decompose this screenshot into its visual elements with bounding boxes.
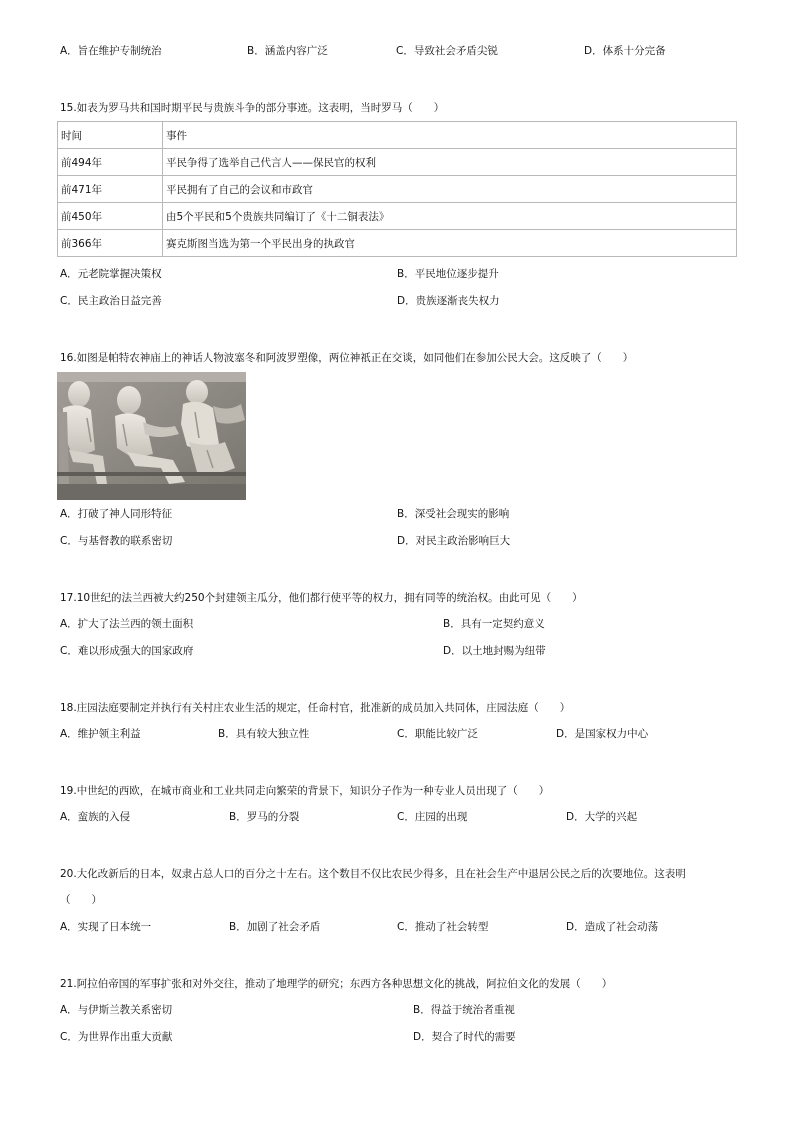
q14-option-c[interactable]: C．导致社会矛盾尖锐 (396, 45, 498, 57)
q21-option-d[interactable]: D．契合了时代的需要 (413, 1031, 516, 1043)
q19-option-a[interactable]: A．蛮族的入侵 (60, 811, 131, 823)
q16-option-b[interactable]: B．深受社会现实的影响 (397, 508, 510, 520)
q18-option-b[interactable]: B．具有较大独立性 (218, 728, 310, 740)
q20-option-a[interactable]: A．实现了日本统一 (60, 921, 152, 933)
table-cell-event: 赛克斯图当选为第一个平民出身的执政官 (163, 230, 737, 257)
table-cell-time: 前471年 (58, 176, 163, 203)
q15-stem: 15.如表为罗马共和国时期平民与贵族斗争的部分事迹。这表明，当时罗马（ ） (60, 102, 445, 114)
q17-option-d[interactable]: D．以土地封赐为纽带 (443, 645, 546, 657)
q15-option-a[interactable]: A．元老院掌握决策权 (60, 268, 162, 280)
q20-stem: 20.大化改新后的日本，奴隶占总人口的百分之十左右。这个数目不仅比农民少得多，且在社会生产中退居公民之后的次要地位。这表明 (60, 868, 686, 880)
q18-stem: 18.庄园法庭要制定并执行有关村庄农业生活的规定，任命村官，批准新的成员加入共同体，庄园法庭（ ） (60, 702, 571, 714)
q14-option-d[interactable]: D．体系十分完备 (584, 45, 666, 57)
q18-option-a[interactable]: A．维护领主利益 (60, 728, 141, 740)
q15-events-table (57, 121, 737, 257)
table-header-cell: 时间 (58, 122, 163, 149)
q20-option-c[interactable]: C．推动了社会转型 (397, 921, 489, 933)
q21-option-c[interactable]: C．为世界作出重大贡献 (60, 1031, 173, 1043)
table-cell-event: 由5个平民和5个贵族共同编订了《十二铜表法》 (163, 203, 737, 230)
q17-option-b[interactable]: B．具有一定契约意义 (443, 618, 545, 630)
q21-option-b[interactable]: B．得益于统治者重视 (413, 1004, 515, 1016)
table-header-row (58, 122, 737, 149)
table-cell-event: 平民拥有了自己的会议和市政官 (163, 176, 737, 203)
q20-option-b[interactable]: B．加剧了社会矛盾 (229, 921, 321, 933)
parthenon-relief-image (57, 372, 246, 500)
q17-option-c[interactable]: C．难以形成强大的国家政府 (60, 645, 194, 657)
q14-option-a[interactable]: A．旨在维护专制统治 (60, 45, 162, 57)
q21-option-a[interactable]: A．与伊斯兰教关系密切 (60, 1004, 173, 1016)
table-cell-time: 前494年 (58, 149, 163, 176)
q15-option-b[interactable]: B．平民地位逐步提升 (397, 268, 499, 280)
q16-option-c[interactable]: C．与基督教的联系密切 (60, 535, 173, 547)
table-cell-time: 前366年 (58, 230, 163, 257)
q19-option-d[interactable]: D．大学的兴起 (566, 811, 638, 823)
q15-option-d[interactable]: D．贵族逐渐丧失权力 (397, 295, 500, 307)
q18-option-d[interactable]: D．是国家权力中心 (556, 728, 649, 740)
table-row (58, 176, 737, 203)
q21-stem: 21.阿拉伯帝国的军事扩张和对外交往，推动了地理学的研究；东西方各种思想文化的挑战，阿拉伯文化的发展（ ） (60, 978, 613, 990)
q16-option-a[interactable]: A．打破了神人同形特征 (60, 508, 173, 520)
q20-stem-continuation: （ ） (60, 894, 102, 906)
table-cell-event: 平民争得了选举自己代言人——保民官的权利 (163, 149, 737, 176)
q15-option-c[interactable]: C．民主政治日益完善 (60, 295, 162, 307)
relief-sculpture-illustration (57, 372, 246, 500)
q17-option-a[interactable]: A．扩大了法兰西的领土面积 (60, 618, 194, 630)
q16-option-d[interactable]: D．对民主政治影响巨大 (397, 535, 511, 547)
table-header-cell: 事件 (163, 122, 737, 149)
table-row (58, 230, 737, 257)
table-row (58, 203, 737, 230)
q19-option-b[interactable]: B．罗马的分裂 (229, 811, 300, 823)
table-cell-time: 前450年 (58, 203, 163, 230)
q19-option-c[interactable]: C．庄园的出现 (397, 811, 468, 823)
q17-stem: 17.10世纪的法兰西被大约250个封建领主瓜分，他们都行使平等的权力，拥有同等的统治权。由此可见（ ） (60, 592, 583, 604)
q14-option-b[interactable]: B．涵盖内容广泛 (247, 45, 328, 57)
q19-stem: 19.中世纪的西欧，在城市商业和工业共同走向繁荣的背景下，知识分子作为一种专业人员出现了（ ） (60, 785, 550, 797)
table-row (58, 149, 737, 176)
q18-option-c[interactable]: C．职能比较广泛 (397, 728, 478, 740)
q16-stem: 16.如图是帕特农神庙上的神话人物波塞冬和阿波罗塑像，两位神祇正在交谈，如同他们在参加公民大会。这反映了（ ） (60, 352, 634, 364)
q20-option-d[interactable]: D．造成了社会动荡 (566, 921, 659, 933)
